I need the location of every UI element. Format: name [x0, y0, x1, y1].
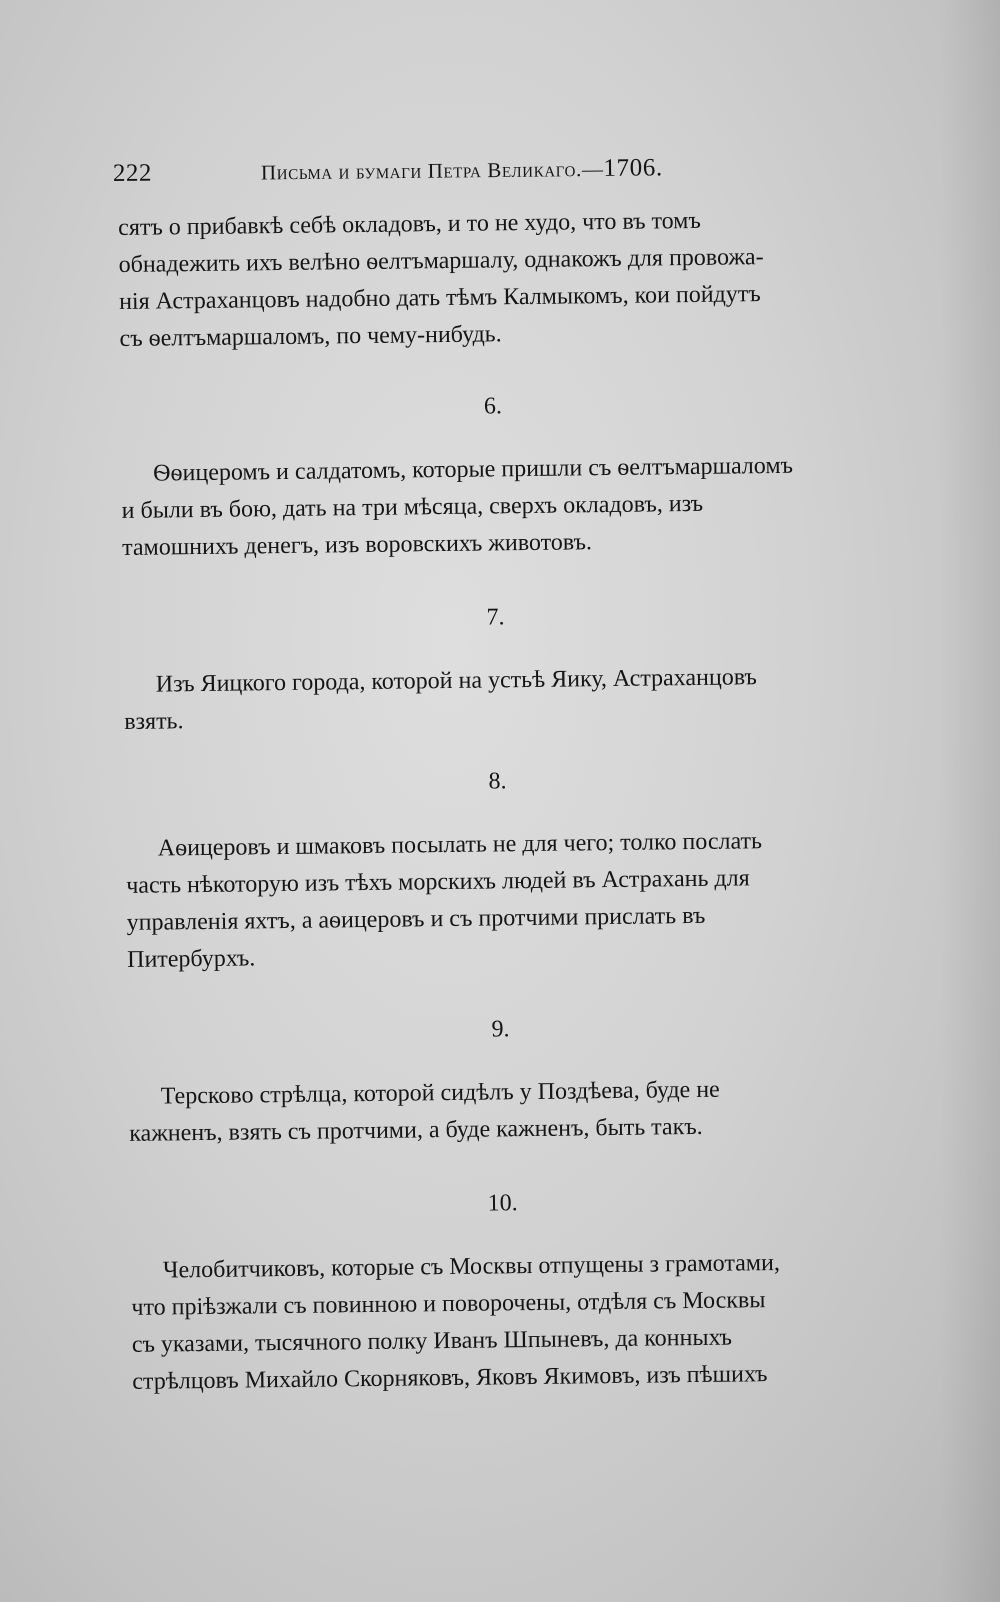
text-line: Аѳицеровъ и шмаковъ посылать не для чего; толко послать	[157, 828, 763, 862]
text-line: съ ѳелтъмаршаломъ, по чему-нибудь.	[119, 321, 502, 352]
text-line: часть нѣкоторую изъ тѣхъ морскихъ людей въ Астрахань для	[126, 865, 750, 899]
text-line: тамошнихъ денегъ, изъ воровскихъ животовъ.	[121, 529, 593, 561]
text-line: съ указами, тысячного полку Иванъ Шпыневъ, да конныхъ	[131, 1324, 733, 1358]
running-title-text: Письма и бумаги Петра Великаго.—	[260, 156, 604, 185]
text-line: управленія яхтъ, а аѳицеровъ и съ протчими прислать въ	[126, 902, 706, 936]
text-line: сятъ о прибавкѣ себѣ окладовъ, и то не худо, что въ томъ	[118, 207, 701, 241]
page-edge-shadow	[940, 0, 1000, 1602]
text-line: кажненъ, взять съ протчими, а буде кажненъ, быть такъ.	[129, 1113, 703, 1147]
text-line: Питербурхъ.	[127, 945, 256, 973]
section-number: 6.	[483, 393, 503, 420]
section-paragraph	[129, 1070, 875, 1153]
page-header	[113, 154, 713, 194]
text-line: нія Астраханцовъ надобно дать тѣмъ Калмыкомъ, кои пойдутъ	[118, 281, 761, 315]
section-number: 7.	[486, 604, 505, 631]
continuation-paragraph	[118, 201, 865, 358]
section-paragraph	[126, 822, 873, 979]
text-line: Терсково стрѣлца, которой сидѣлъ у Поздѣева, буде не	[160, 1076, 720, 1110]
section-paragraph	[121, 447, 867, 567]
section-number: 8.	[488, 768, 507, 795]
text-body	[118, 201, 877, 1401]
text-line: и были въ бою, дать на три мѣсяца, сверхъ окладовъ, изъ	[121, 490, 704, 524]
text-line: стрѣлцовъ Михайло Скорняковъ, Яковъ Якимовъ, изъ пѣшихъ	[132, 1361, 768, 1395]
text-line: Ѳѳицеромъ и салдатомъ, которые пришли съ ѳелтъмаршаломъ	[153, 452, 794, 487]
text-line: обнадежить ихъ велѣно ѳелтъмаршалу, однакожъ для провожа-	[118, 244, 764, 278]
text-line: что пріѣзжали съ повинною и поворочены, отдѣля съ Москвы	[131, 1287, 766, 1321]
text-line: Челобитчиковъ, которые съ Москвы отпущены з грамотами,	[162, 1249, 781, 1284]
section-number: 9.	[491, 1016, 510, 1043]
page-number: 222	[112, 159, 153, 187]
running-title	[261, 154, 663, 186]
section-number: 10.	[487, 1190, 518, 1217]
section-paragraph	[131, 1244, 878, 1401]
text-line: взять.	[124, 708, 184, 735]
running-title-year: 1706.	[603, 154, 663, 182]
section-paragraph	[124, 658, 870, 741]
text-line: Изъ Яицкого города, которой на устьѣ Яику, Астраханцовъ	[155, 664, 758, 698]
